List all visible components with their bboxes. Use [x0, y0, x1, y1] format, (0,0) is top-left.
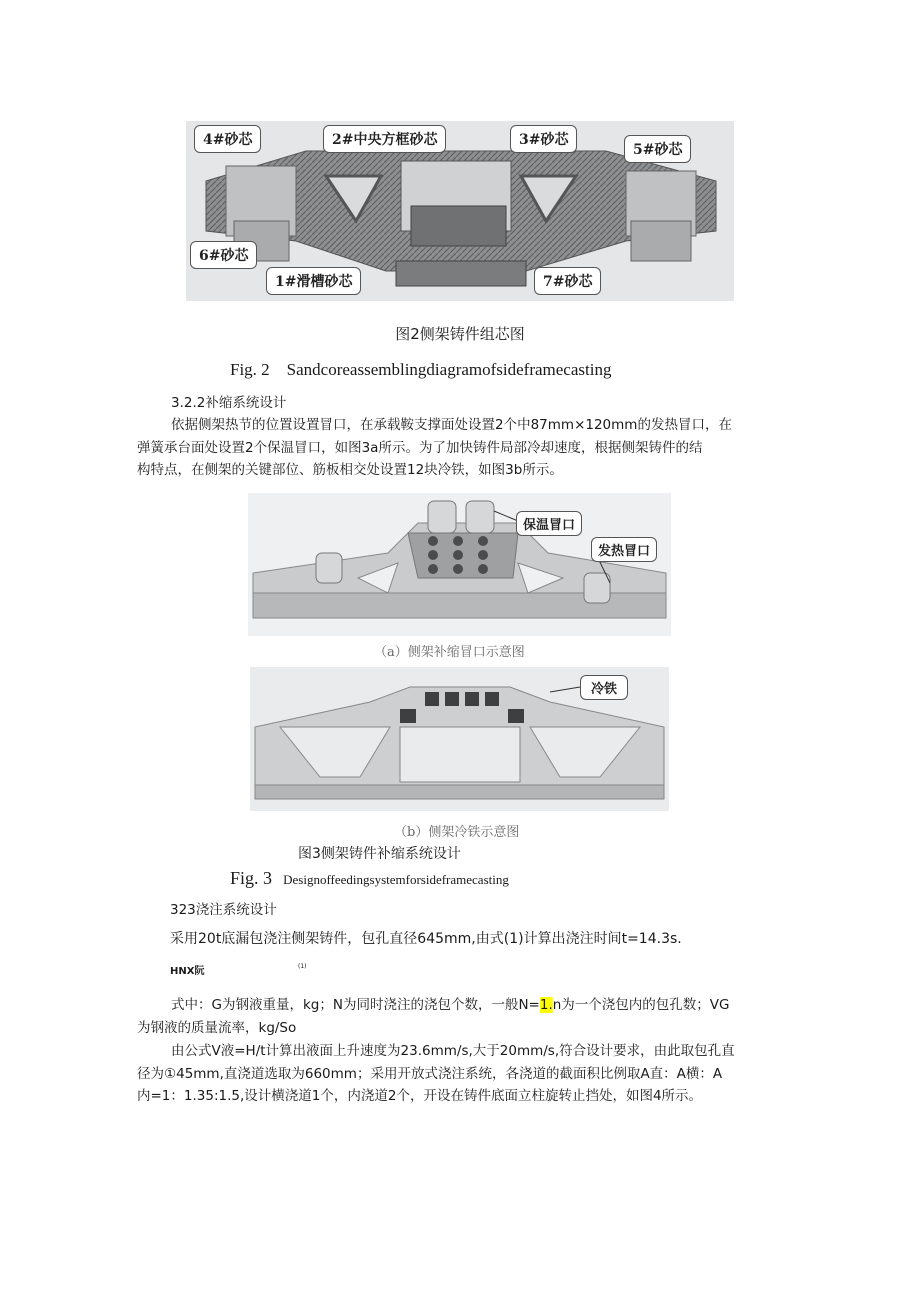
label-core-7: 7#砂芯 — [534, 267, 601, 295]
section-323-heading: 323浇注系统设计 — [170, 902, 277, 918]
section-322-heading: 3.2.2补缩系统设计 — [171, 395, 287, 411]
figure-3-caption-cn: 图3侧架铸件补缩系统设计 — [298, 846, 461, 862]
section-322-line-1: 依据侧架热节的位置设置冒口，在承载鞍支撑面处设置2个中87mm×120mm的发热冒口，在 — [171, 417, 732, 433]
paragraph-2-line-1: 由公式V液=H∕t计算出液面上升速度为23.6mm∕s,大于20mm∕s,符合设计要求，由此取包孔直 — [171, 1043, 735, 1059]
label-insulated-riser: 保温冒口 — [516, 511, 582, 536]
label-exothermic-riser: 发热冒口 — [591, 537, 657, 562]
figure-3b-image — [250, 667, 669, 811]
where-highlight: 1. — [539, 997, 553, 1013]
label-core-5: 5#砂芯 — [624, 135, 691, 163]
figure-2-caption-en: Fig. 2 Sandcoreassemblingdiagramofsideframecasting — [230, 360, 612, 379]
section-322-line-3: 构特点，在侧架的关键部位、筋板相交处设置12块冷铁，如图3b所示。 — [137, 462, 563, 478]
label-core-6: 6#砂芯 — [190, 241, 257, 269]
where-clause — [137, 994, 797, 1039]
figure-3-caption-en-rest: Designoffeedingsystemforsideframecasting — [283, 872, 509, 887]
riser-drawing — [248, 493, 671, 636]
section-323-line-1: 采用20t底漏包浇注侧架铸件，包孔直径645mm,由式(1)计算出浇注时间t=14.3s. — [170, 931, 682, 947]
figure-3a-image — [248, 493, 671, 636]
figure-2-caption-cn: 图2侧架铸件组芯图 — [395, 325, 525, 343]
section-322-paragraph — [137, 414, 787, 482]
where-clause-line-1 — [137, 994, 797, 1017]
label-core-4: 4#砂芯 — [194, 125, 261, 153]
section-323-paragraph-2 — [137, 1040, 797, 1108]
label-chill: 冷铁 — [580, 675, 628, 700]
figure-3-caption-en — [230, 868, 509, 889]
figure-2-image — [186, 121, 734, 301]
formula-number: (1) — [298, 963, 307, 970]
where-text-b: n为一个浇包内的包孔数；VG — [552, 997, 730, 1013]
figure-3a-subcaption: （a）侧架补缩冒口示意图 — [374, 645, 525, 660]
paragraph-2-line-2: 径为①45mm,直浇道选取为660mm；采用开放式浇注系统，各浇道的截面积比例取A直：A横：A — [137, 1065, 723, 1082]
label-core-3: 3#砂芯 — [510, 125, 577, 153]
figure-3-caption-en-prefix: Fig. 3 — [230, 868, 273, 888]
label-core-2: 2#中央方框砂芯 — [323, 125, 446, 153]
paragraph-2-line-3: 内=1：1.35:1.5,设计横浇道1个，内浇道2个，开设在铸件底面立柱旋转止挡处，如图4所示。 — [137, 1088, 703, 1104]
where-clause-line-2: 为钢液的质量流率，kg/So — [137, 1019, 297, 1036]
label-core-1: 1#滑槽砂芯 — [266, 267, 361, 295]
figure-3b-subcaption: （b）侧架冷铁示意图 — [394, 825, 520, 840]
section-322-line-2: 弹簧承台面处设置2个保温冒口，如图3a所示。为了加快铸件局部冷却速度，根据侧架铸件的结 — [137, 439, 703, 456]
formula-1: HNX阮 — [170, 966, 205, 977]
where-text-a: 式中：G为钢液重量，kg；N为同时浇注的浇包个数，一般N= — [171, 997, 540, 1013]
